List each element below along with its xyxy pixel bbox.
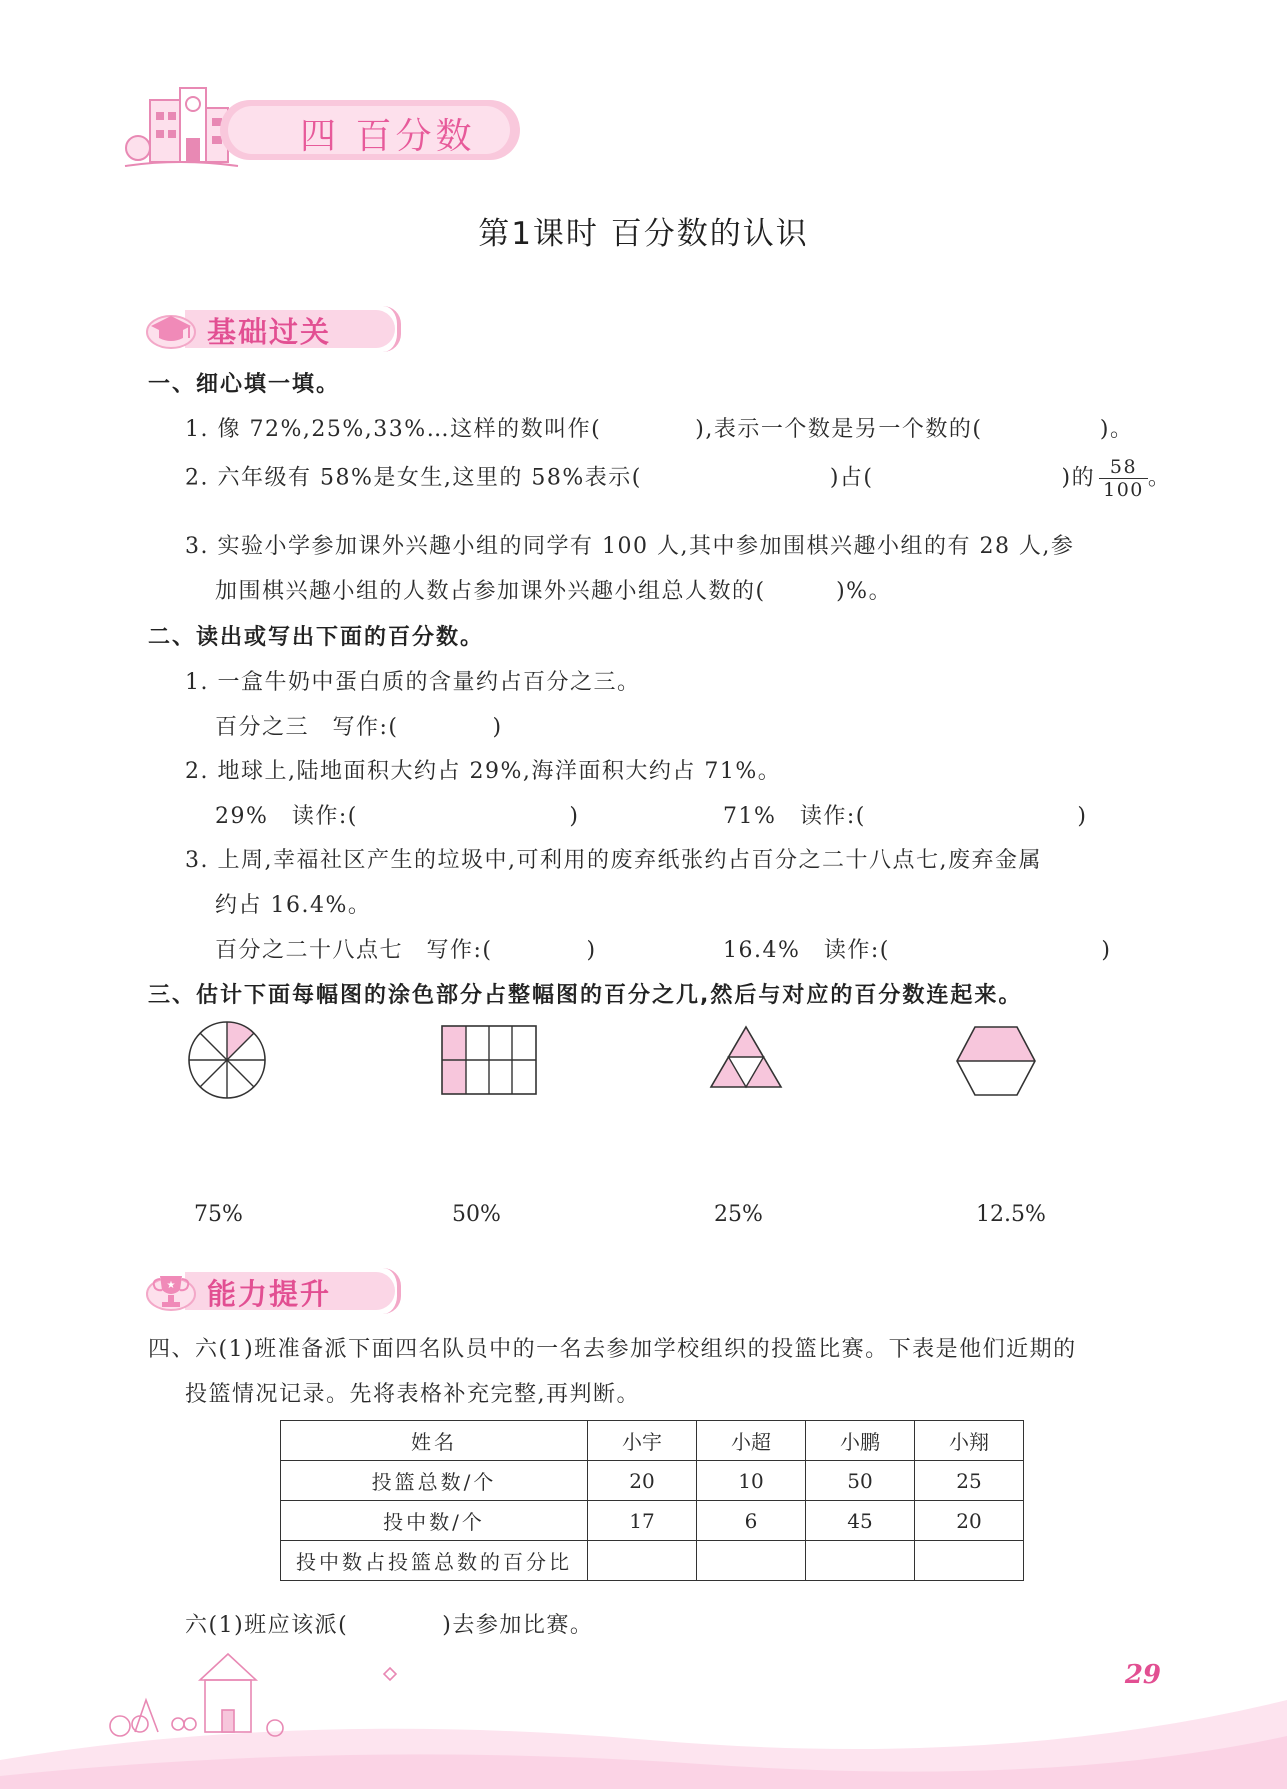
table-row xyxy=(281,1501,1024,1541)
footer-decoration xyxy=(0,1640,1287,1789)
graduation-cap-icon xyxy=(145,304,199,350)
chapter-title: 四 百分数 xyxy=(300,116,476,157)
page-number: 29 xyxy=(1124,1660,1161,1690)
shooting-table xyxy=(280,1420,1024,1581)
table-cell: 20 xyxy=(915,1501,1024,1541)
section-badge-basic xyxy=(145,300,405,350)
part2-question-2-answer-a: 29% 读作:( ) xyxy=(215,804,580,829)
table-cell: 20 xyxy=(588,1461,697,1501)
table-cell xyxy=(588,1541,697,1581)
section-badge-advanced xyxy=(145,1262,405,1312)
table-header-cell: 小超 xyxy=(697,1421,806,1461)
table-cell: 45 xyxy=(806,1501,915,1541)
part1-question-1: 1. 像 72%,25%,33%…这样的数叫作( ),表示一个数是另一个数的( )。 xyxy=(185,417,1134,442)
table-header-cell: 小鹏 xyxy=(806,1421,915,1461)
part4-heading-line2: 投篮情况记录。先将表格补充完整,再判断。 xyxy=(185,1382,640,1407)
part4-heading-line1: 四、六(1)班准备派下面四名队员中的一名去参加学校组织的投篮比赛。下表是他们近期的 xyxy=(148,1337,1077,1362)
table-cell: 25 xyxy=(915,1461,1024,1501)
section-label: 基础过关 xyxy=(207,315,332,349)
table-cell: 投中数/个 xyxy=(281,1501,588,1541)
table-cell: 10 xyxy=(697,1461,806,1501)
part2-question-2: 2. 地球上,陆地面积大约占 29%,海洋面积大约占 71%。 xyxy=(185,759,782,784)
lesson-title: 第1课时 百分数的认识 xyxy=(478,216,809,252)
hexagon-figure xyxy=(954,1024,1038,1098)
table-row xyxy=(281,1541,1024,1581)
percent-option-3: 25% xyxy=(714,1202,763,1227)
table-header-cell: 小翔 xyxy=(915,1421,1024,1461)
part2-question-1: 1. 一盒牛奶中蛋白质的含量约占百分之三。 xyxy=(185,670,641,695)
table-cell xyxy=(806,1541,915,1581)
section-label: 能力提升 xyxy=(207,1277,332,1311)
part2-heading: 二、读出或写出下面的百分数。 xyxy=(148,625,485,650)
table-header-cell: 姓名 xyxy=(281,1421,588,1461)
table-cell: 17 xyxy=(588,1501,697,1541)
part4-conclusion: 六(1)班应该派( )去参加比赛。 xyxy=(185,1613,594,1638)
table-row xyxy=(281,1461,1024,1501)
table-cell xyxy=(697,1541,806,1581)
part1-question-2-text: 2. 六年级有 58%是女生,这里的 58%表示( )占( )的 xyxy=(185,465,1096,491)
part3-heading: 三、估计下面每幅图的涂色部分占整幅图的百分之几,然后与对应的百分数连起来。 xyxy=(148,983,1023,1008)
table-header-row xyxy=(281,1421,1024,1461)
part1-question-2: 2. 六年级有 58%是女生,这里的 58%表示( )占( )的 $\frac{58}{100}$ 。 xyxy=(185,456,1172,501)
chapter-banner xyxy=(120,78,520,178)
circle-shape-figure xyxy=(185,1018,269,1102)
part2-question-3-line1: 3. 上周,幸福社区产生的垃圾中,可利用的废弃纸张约占百分之二十八点七,废弃金属 xyxy=(185,848,1042,873)
table-cell: 投篮总数/个 xyxy=(281,1461,588,1501)
table-cell: 6 xyxy=(697,1501,806,1541)
part2-question-3-answer-a: 百分之二十八点七 写作:( ) xyxy=(215,938,597,963)
percent-option-2: 50% xyxy=(452,1202,501,1227)
percent-option-4: 12.5% xyxy=(976,1202,1046,1227)
fraction: $\frac{58}{100}$ xyxy=(1099,456,1148,501)
part2-question-3-answer-b: 16.4% 读作:( ) xyxy=(723,938,1112,963)
rectangle-grid-figure xyxy=(440,1024,538,1096)
table-cell: 50 xyxy=(806,1461,915,1501)
part1-question-3-line1: 3. 实验小学参加课外兴趣小组的同学有 100 人,其中参加围棋兴趣小组的有 28 人,参 xyxy=(185,534,1075,559)
part1-question-3-line2: 加围棋兴趣小组的人数占参加课外兴趣小组总人数的( )%。 xyxy=(215,579,893,604)
part2-question-2-answer-b: 71% 读作:( ) xyxy=(723,804,1088,829)
percent-option-1: 75% xyxy=(194,1202,243,1227)
part2-question-1-answer: 百分之三 写作:( ) xyxy=(215,715,503,740)
svg-text:★: ★ xyxy=(166,1280,176,1291)
part1-heading: 一、细心填一填。 xyxy=(148,372,341,397)
triangle-figure xyxy=(708,1024,784,1090)
table-cell: 投中数占投篮总数的百分比 xyxy=(281,1541,588,1581)
trophy-icon xyxy=(145,1266,199,1312)
part2-question-3-line2: 约占 16.4%。 xyxy=(215,893,372,918)
table-header-cell: 小宇 xyxy=(588,1421,697,1461)
table-cell xyxy=(915,1541,1024,1581)
